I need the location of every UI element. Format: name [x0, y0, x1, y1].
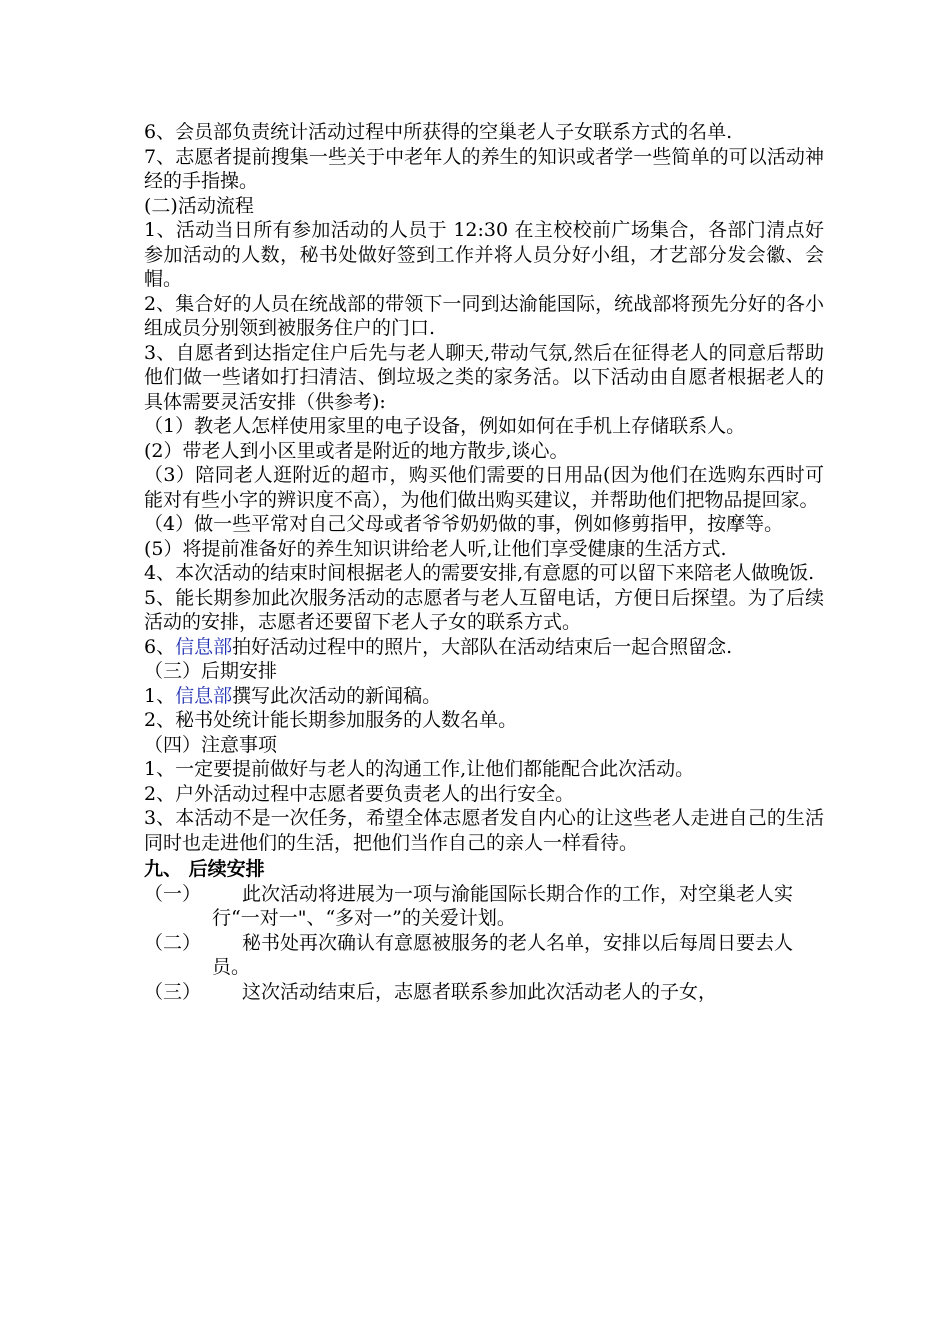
list-item-text: 此次活动将进展为一项与渝能国际长期合作的工作，对空巢老人实行“一对一"、“多对一”的关爱计划。: [212, 882, 794, 929]
paragraph: 4、本次活动的结束时间根据老人的需要安排,有意愿的可以留下来陪老人做晚饭.: [144, 562, 815, 584]
paragraph: 1、一定要提前做好与老人的沟通工作,让他们都能配合此次活动。: [144, 758, 695, 780]
paragraph: (2）带老人到小区里或者是附近的地方散步,谈心。: [144, 439, 569, 462]
paragraph: 3、自愿者到达指定住户后先与老人聊天,带动气氛,然后在征得老人的同意后帮助他们做一些诸如打扫清洁、倒垃圾之类的家务活。以下活动由自愿者根据老人的具体需要灵活安排（供参考):: [144, 341, 824, 413]
paragraph: (5）将提前准备好的养生知识讲给老人听,让他们享受健康的生活方式.: [144, 537, 727, 560]
paragraph: [144, 635, 824, 660]
paragraph-prefix: 1、: [144, 684, 176, 707]
list-item-number: （三）: [144, 980, 202, 1003]
paragraph: （4）做一些平常对自己父母或者爷爷奶奶做的事，例如修剪指甲，按摩等。: [144, 513, 784, 535]
paragraph-prefix: 6、: [144, 635, 176, 658]
paragraph: 5、能长期参加此次服务活动的志愿者与老人互留电话，方便日后探望。为了后续活动的安排，志愿者还要留下老人子女的联系方式。: [144, 586, 824, 633]
info-dept-link[interactable]: 信息部: [175, 635, 233, 658]
section-heading: (二)活动流程: [144, 194, 254, 217]
paragraph: （1）教老人怎样使用家里的电子设备，例如如何在手机上存储联系人。: [144, 415, 746, 437]
section-heading: （四）注意事项: [144, 733, 278, 756]
paragraph: 7、志愿者提前搜集一些关于中老年人的养生的知识或者学一些简单的可以活动神经的手指操。: [144, 145, 824, 192]
paragraph: 1、活动当日所有参加活动的人员于 12:30 在主校校前广场集合，各部门清点好参加活动的人数，秘书处做好签到工作并将人员分好小组，才艺部分发会徽、会帽。: [144, 219, 824, 290]
paragraph-text: 拍好活动过程中的照片，大部队在活动结束后一起合照留念.: [232, 635, 733, 658]
paragraph: 6、会员部负责统计活动过程中所获得的空巢老人子女联系方式的名单.: [144, 121, 733, 143]
list-item-text: 秘书处再次确认有意愿被服务的老人名单，安排以后每周日要去人员。: [212, 931, 794, 978]
paragraph-text: 撰写此次活动的新闻稿。: [232, 684, 442, 707]
list-item: [144, 980, 824, 1005]
list-item: [144, 882, 824, 931]
paragraph: [144, 684, 824, 709]
paragraph: 2、秘书处统计能长期参加服务的人数名单。: [144, 709, 518, 731]
paragraph: （3）陪同老人逛附近的超市，购买他们需要的日用品(因为他们在选购东西时可能对有些小字的辨识度不高），为他们做出购买建议，并帮助他们把物品提回家。: [144, 464, 824, 511]
chapter-heading: 九、 后续安排: [144, 858, 265, 880]
list-item-number: （二）: [144, 931, 202, 954]
document-body: [144, 120, 824, 1004]
list-item-text: 这次活动结束后，志愿者联系参加此次活动老人的子女，: [242, 980, 718, 1003]
list-item: [144, 931, 824, 980]
list-item-number: （一）: [144, 882, 202, 905]
paragraph: 3、本活动不是一次任务，希望全体志愿者发自内心的让这些老人走进自己的生活同时也走进他们的生活，把他们当作自己的亲人一样看待。: [144, 807, 824, 854]
info-dept-link[interactable]: 信息部: [175, 684, 233, 707]
section-heading: （三）后期安排: [144, 660, 278, 682]
paragraph: 2、户外活动过程中志愿者要负责老人的出行安全。: [144, 782, 575, 805]
paragraph: 2、集合好的人员在统战部的带领下一同到达渝能国际，统战部将预先分好的各小组成员分别领到被服务住户的门口.: [144, 292, 824, 339]
